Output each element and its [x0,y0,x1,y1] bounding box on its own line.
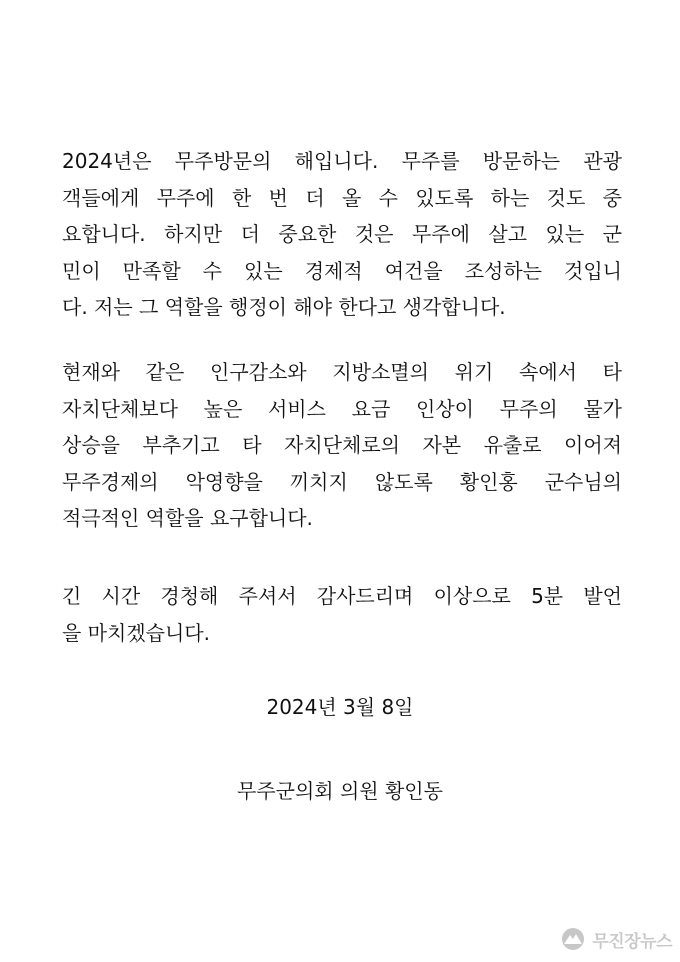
paragraph-2 [62,354,622,537]
text-line: 적극적인 역할을 요구합니다. [62,506,313,530]
text-line: 2024년은 무주방문의 해입니다. 무주를 방문하는 관광 [62,149,622,173]
mountain-logo-icon [558,927,588,951]
text-line: 민이 만족할 수 있는 경제적 여건을 조성하는 것입니 [62,258,622,283]
text-line: 객들에게 무주에 한 번 더 올 수 있도록 하는 것도 중 [62,185,622,210]
paragraph-3 [62,578,622,651]
text-line: 긴 시간 경청해 주셔서 감사드리며 이상으로 5분 발언 [62,584,622,608]
signature-name: 무주군의회 의원 황인동 [237,779,443,803]
document-date: 2024년 3월 8일 [266,695,414,719]
text-line: 상승을 부추기고 타 자치단체로의 자본 유출로 이어져 [62,433,622,457]
text-line: 자치단체보다 높은 서비스 요금 인상이 무주의 물가 [62,396,622,421]
text-line: 현재와 같은 인구감소와 지방소멸의 위기 속에서 타 [62,360,622,384]
text-line: 을 마치겠습니다. [62,620,210,645]
watermark [558,924,672,954]
text-line: 무주경제의 악영향을 끼치지 않도록 황인홍 군수님의 [62,469,622,494]
text-line: 요합니다. 하지만 더 중요한 것은 무주에 살고 있는 군 [62,222,622,246]
text-line: 다. 저는 그 역할을 행정이 해야 한다고 생각합니다. [62,295,506,319]
watermark-text: 무진장뉴스 [592,931,672,952]
paragraph-1 [62,143,622,326]
